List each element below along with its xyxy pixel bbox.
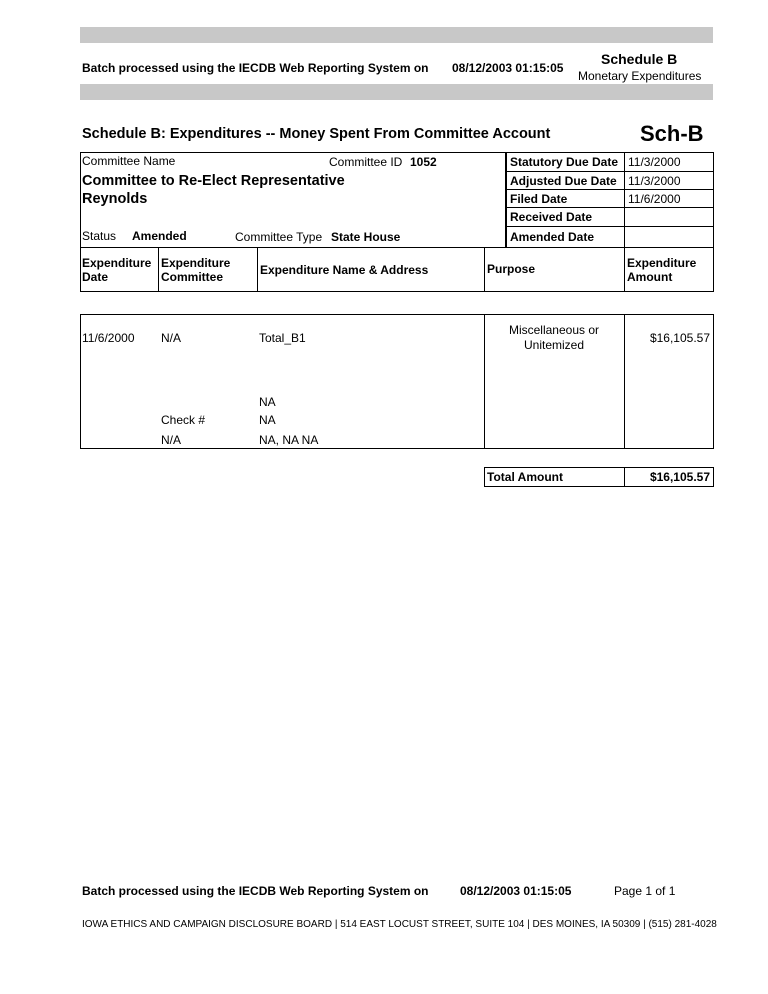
status-label: Status <box>82 229 117 243</box>
col-expenditure-date-line2: Date <box>82 270 109 284</box>
row-name: Total_B1 <box>259 331 306 345</box>
row-address-line3: NA, NA NA <box>259 433 319 447</box>
row-address-line1: NA <box>259 395 276 409</box>
statutory-due-date-value: 11/3/2000 <box>628 155 681 169</box>
column-divider <box>484 247 485 292</box>
total-value: $16,105.57 <box>649 470 710 484</box>
committee-type-label: Committee Type <box>235 230 323 244</box>
committee-name-line1: Committee to Re-Elect Representative <box>82 173 345 189</box>
row-date: 11/6/2000 <box>82 331 135 345</box>
footer-board-info: IOWA ETHICS AND CAMPAIGN DISCLOSURE BOARD | 514 EAST LOCUST STREET, SUITE 104 | DES MOINES, IA 50309 | (515) 281-4028 <box>82 919 717 930</box>
statutory-due-date-label: Statutory Due Date <box>510 155 619 169</box>
col-expenditure-committee-line1: Expenditure <box>161 256 231 270</box>
col-expenditure-amount-line2: Amount <box>627 270 673 284</box>
committee-id-value: 1052 <box>410 155 437 169</box>
dates-row-line <box>506 171 714 172</box>
col-expenditure-date-line1: Expenditure <box>82 256 152 270</box>
row-committee: N/A <box>161 331 182 345</box>
dates-row-line <box>506 189 714 190</box>
footer-batch-datetime: 08/12/2003 01:15:05 <box>460 884 572 898</box>
row-check-value: N/A <box>161 433 182 447</box>
dates-row-line <box>506 207 714 208</box>
row-address-line2: NA <box>259 413 276 427</box>
total-label: Total Amount <box>487 470 563 484</box>
row-divider <box>624 314 625 449</box>
schedule-label: Schedule B <box>601 51 678 67</box>
received-date-label: Received Date <box>510 210 593 224</box>
column-divider <box>257 247 258 292</box>
filed-date-label: Filed Date <box>510 192 568 206</box>
header-bar-top <box>80 27 713 43</box>
dates-row-line <box>506 226 714 227</box>
adjusted-due-date-label: Adjusted Due Date <box>510 174 617 188</box>
row-amount: $16,105.57 <box>649 331 710 345</box>
col-name-address: Expenditure Name & Address <box>260 263 429 277</box>
amended-date-label: Amended Date <box>510 230 595 244</box>
schedule-code: Sch-B <box>640 121 704 146</box>
adjusted-due-date-value: 11/3/2000 <box>628 174 681 188</box>
row-divider <box>484 314 485 449</box>
committee-type-value: State House <box>331 230 401 244</box>
footer-page-number: Page 1 of 1 <box>614 884 676 898</box>
page-title: Schedule B: Expenditures -- Money Spent From Committee Account <box>82 126 551 142</box>
column-divider <box>624 247 625 292</box>
header-bar-bottom <box>80 84 713 100</box>
header-batch-datetime: 08/12/2003 01:15:05 <box>452 61 564 75</box>
total-divider <box>624 467 625 487</box>
column-divider <box>158 247 159 292</box>
schedule-subtitle: Monetary Expenditures <box>578 69 702 83</box>
footer-batch-text: Batch processed using the IECDB Web Reporting System on <box>82 884 429 898</box>
row-check-label: Check # <box>161 413 206 427</box>
filed-date-value: 11/6/2000 <box>628 192 681 206</box>
header-batch-text: Batch processed using the IECDB Web Reporting System on <box>82 61 429 75</box>
dates-divider <box>624 152 625 248</box>
col-expenditure-committee-line2: Committee <box>161 270 224 284</box>
row-purpose: Miscellaneous or Unitemized <box>508 323 600 352</box>
col-purpose: Purpose <box>487 262 536 276</box>
status-value: Amended <box>132 229 187 243</box>
committee-name-line2: Reynolds <box>82 191 148 207</box>
committee-id-label: Committee ID <box>329 155 403 169</box>
committee-name-label: Committee Name <box>82 154 176 168</box>
col-expenditure-amount-line1: Expenditure <box>627 256 697 270</box>
